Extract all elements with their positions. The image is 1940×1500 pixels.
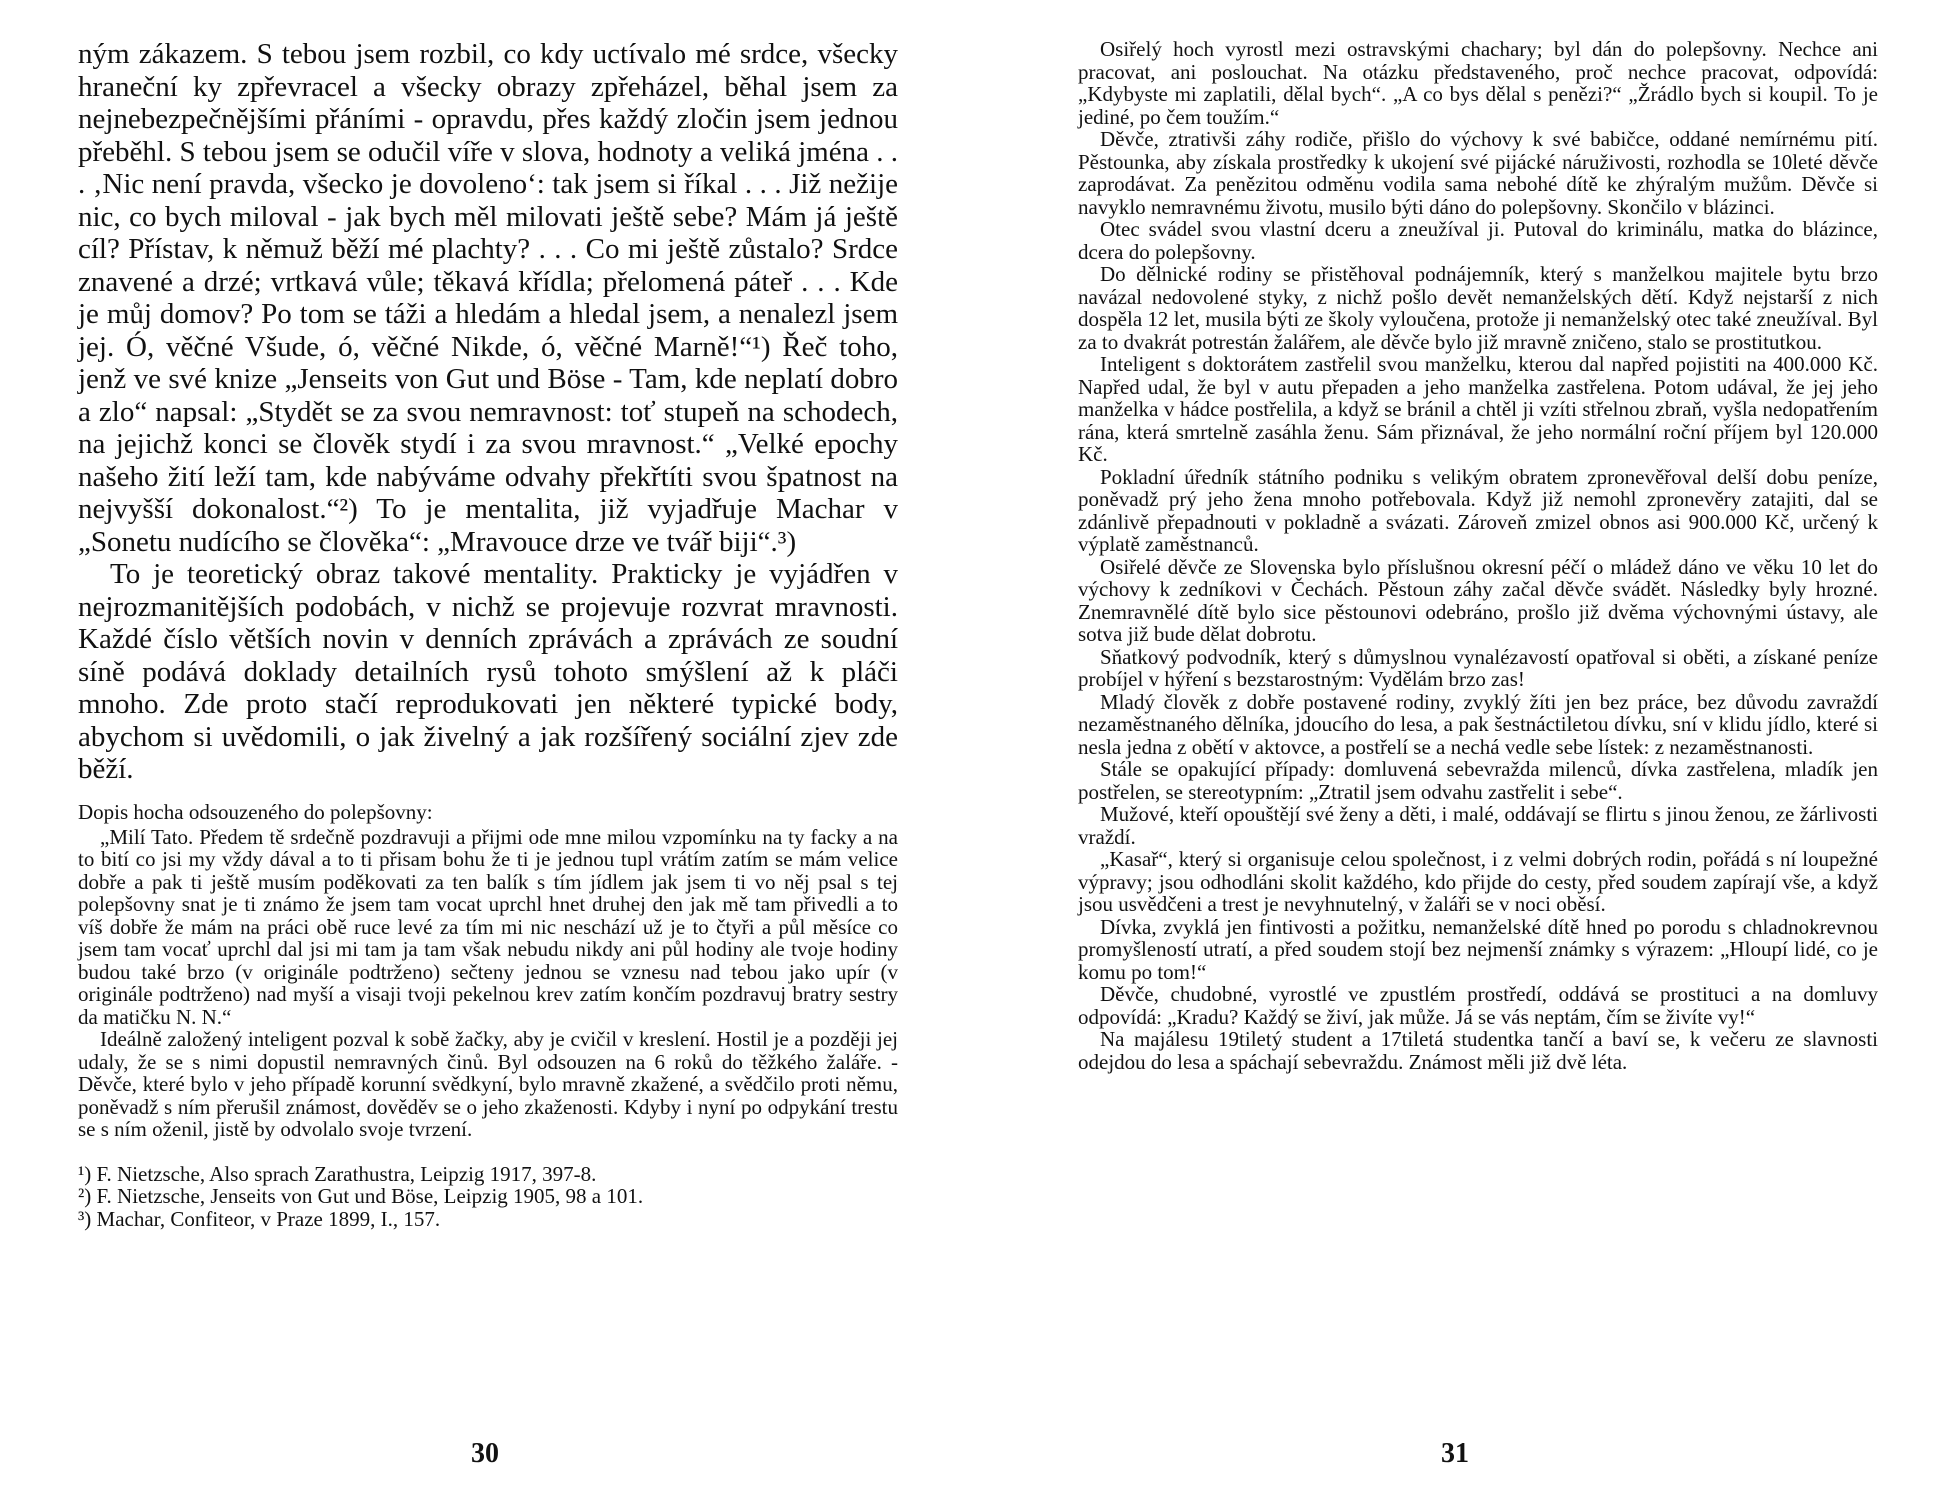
- page-number-right: 31: [1441, 1438, 1469, 1469]
- letter-text: „Milí Tato. Předem tě srdečně pozdravuji a přijmi ode mne milou vzpomínku na ty facky a na to bití co jsi my vždy dával a to ti přisam bohu že ti je jednou tupl vrátím zatím se mám velice dobře a pak ti ještě musím poděkovati za ten balík s tím jídlem jak jsem ti vo něj psal s tej polepšovny snat je ti známo že jsem tam vocat uprchl hnet druhej den jak mě tam přivedli a to víš dobře že mám na práci obě ruce levé za tím mi nic neschází už je to čtyři a půl měsíce co jsem tam vocať uprchl dal jsi mi tam ja tam však nebudu nikdy ani půl hodiny ale tvoje hodiny budou také brzo (v originále podtrženo) sečteny jednou se vznesu nad tebou jako upír (v originále podtrženo) nad myší a visaji tvoji pekelnou krev zatím končím pozdravuj bratry sestry da matičku N. N.“: [78, 824, 898, 1029]
- main-paragraph-2: To je teoretický obraz takové mentality. Prakticky je vyjádřen v nejrozmanitějších podobách, v nichž se projevuje rozvrat mravnosti. Každé číslo větších novin v denních zprávách a zprávách ze soudní síně podává doklady detailních rysů tohoto smýšlení až k pláči mnoho. Zde proto stačí reprodukovati jen některé typické body, abychom si uvědomili, o jak živelný a jak rozšířený sociální zjev zde běží.: [78, 558, 898, 785]
- footnote-3: ³) Machar, Confiteor, v Praze 1899, I., 157.: [78, 1206, 441, 1231]
- case-paragraph: Pokladní úředník státního podniku s velikým obratem zpronevěřoval delší dobu peníze, poněvadž prý jeho žena mnoho potřebovala. Když již nemohl zpronevěry zatajiti, dal se zdánlivě přepadnouti v pokladně a svázati. Zároveň zmizel obnos asi 900.000 Kč, určený k výplatě zaměstnanců.: [1078, 464, 1878, 556]
- case-paragraph: Otec svádel svou vlastní dceru a zneužíval ji. Putoval do kriminálu, matka do blázince, dcera do polepšovny.: [1078, 217, 1878, 264]
- right-page: [970, 0, 1940, 1500]
- case-paragraph: Osiřelé děvče ze Slovenska bylo příslušnou okresní péčí o mládež dáno ve věku 10 let do výchovy k zedníkovi v Čechách. Pěstoun záhy začal děvče svádět. Následky byly hrozné. Znemravnělé dítě bylo sice pěstounovi odebráno, prošlo již dvěma výchovnými ústavy, ale sotva již bude dělat dobrotu.: [1078, 554, 1878, 646]
- case-paragraph: „Kasař“, který si organisuje celou společnost, i z velmi dobrých rodin, pořádá s ní loupežné výpravy; jsou odhodláni skolit každého, kdo přijde do cesty, před soudem zapírají vše, a když jsou usvědčeni a trest je nevyhnutelný, v žaláři se v noci oběsí.: [1078, 847, 1878, 916]
- case-paragraph: Sňatkový podvodník, který s důmyslnou vynalézavostí opatřoval si oběti, a získané peníze probíjel v hýření s bezstarostným: Vydělám brzo zas!: [1078, 644, 1878, 691]
- case-paragraph: Mladý člověk z dobře postavené rodiny, zvyklý žíti jen bez práce, bez důvodu zavraždí nezaměstnaného dělníka, jdoucího do lesa, a pak šestnáctiletou dívku, sní v klidu jídlo, které si nesla jedna z obětí v aktovce, a postřelí se a nechá vedle sebe lístek: z nezaměstnanosti.: [1078, 689, 1878, 759]
- footnote-2: ²) F. Nietzsche, Jenseits von Gut und Böse, Leipzig 1905, 98 a 101.: [78, 1184, 644, 1208]
- after-letter-paragraph: Ideálně založený inteligent pozval k sobě žačky, aby je cvičil v kreslení. Hostil je a později jej udaly, že se s nimi dopustil nemravných činů. Byl odsouzen na 6 roků do těžkého žaláře. - Děvče, které bylo v jeho případě korunní svědkyní, bylo mravně zkažené, a svědčilo proti němu, poněvadž s ním přerušil známost, dověděv se o jeho zkaženosti. Kdyby i nyní po odpykání trestu se s ním oženil, jistě by odvolalo svoje tvrzení.: [78, 1027, 898, 1141]
- case-paragraph: Děvče, chudobné, vyrostlé ve zpustlém prostředí, oddává se prostituci a na domluvy odpovídá: „Kradu? Každý se živí, jak může. Já se vás neptám, čím se živíte vy!“: [1078, 982, 1878, 1029]
- footnote-1: ¹) F. Nietzsche, Also sprach Zarathustra, Leipzig 1917, 397-8.: [78, 1161, 597, 1186]
- case-paragraph: Inteligent s doktorátem zastřelil svou manželku, kterou dal napřed pojistiti na 400.000 Kč. Napřed udal, že byl v autu přepaden a jeho manželka zastřelena. Potom udával, že jej jeho manželka v hádce postřelila, a když se bránil a chtěl ji vzíti střelnou zbraň, vyšla nedopatřením rána, která smrtelně zasáhla ženu. Sám přiznával, že jeho normální roční příjem byl 120.000 Kč.: [1078, 352, 1878, 466]
- case-paragraph: Dívka, zvyklá jen fintivosti a požitku, nemanželské dítě hned po porodu s chladnokrevnou promyšleností utratí, a před soudem stojí bez nejmenší známky s výrazem: „Hloupí lidé, co je komu po tom!“: [1078, 914, 1878, 984]
- right-text-column: [1078, 38, 1878, 1073]
- main-paragraph-1: ným zákazem. S tebou jsem rozbil, co kdy uctívalo mé srdce, všecky hraneční ky zpřevracel a všecky obrazy zpřeházel, běhal jsem za nejnebezpečnějšími přáními - opravdu, přes každý zločin jsem jednou přeběhl. S tebou jsem se odučil víře v slova, hodnoty a veliká jména . . . ‚Nic není pravda, všecko je dovoleno‘: tak jsem si říkal . . . Již nežije nic, co bych miloval - jak bych měl milovati ještě sebe? Mám já ještě cíl? Přístav, k němuž běží mé plachty? . . . Co mi ještě zůstalo? Srdce znavené a drzé; vrtkavá vůle; těkavá křídla; přelomená páteř . . . Kde je můj domov? Po tom se táži a hledám a hledal jsem, a nenalezl jsem jej. Ó, věčné Všude, ó, věčné Nikde, ó, věčné Marně!“¹) Řeč toho, jenž ve své knize „Jenseits von Gut und Böse - Tam, kde neplatí dobro a zlo“ napsal: „Stydět se za svou nemravnost: toť stupeň na schodech, na jejichž konci se člověk stydí i za svou mravnost.“ „Velké epochy našeho žití leží tam, kde nabýváme odvahy překřtíti svou špatnost na nejvyšší dokonalost.“²) To je mentalita, již vyjadřuje Machar v „Sonetu nudícího se člověka“: „Mravouce drze ve tvář biji“.³): [78, 38, 898, 558]
- page-number-left: 30: [471, 1438, 499, 1469]
- case-paragraph: Mužové, kteří opouštějí své ženy a děti, i malé, oddávají se flirtu s jinou ženou, ze žárlivosti vraždí.: [1078, 802, 1878, 849]
- left-text-column: [78, 38, 898, 1230]
- case-paragraph: Na majálesu 19tiletý student a 17tiletá studentka tančí a baví se, k večeru ze slavnosti odejdou do lesa a spáchají sebevraždu. Známost měli již dvě léta.: [1078, 1027, 1878, 1074]
- letter-heading: Dopis hocha odsouzeného do polepšovny:: [78, 799, 433, 824]
- case-paragraph: Do dělnické rodiny se přistěhoval podnájemník, který s manželkou majitele bytu brzo navázal nedovolené styky, z nichž pošlo devět nemanželských dětí. Když nejstarší z nich dospěla 12 let, musila býti ze školy vyloučena, protože ji nemanželský otec také zneužíval. Byl za to dvakrát potrestán žalářem, ale děvče bylo již mravně zničeno, stalo se prostitutkou.: [1078, 262, 1878, 354]
- case-paragraph: Děvče, ztrativši záhy rodiče, přišlo do výchovy k své babičce, oddané nemírnému pití. Pěstounka, aby získala prostředky k ukojení své pijácké náruživosti, rozhodla se 10leté děvče zaprodávat. Za penězitou odměnu vodila sama nebohé dítě ke zhýralým mužům. Děvče si navyklo nemravnému životu, musilo býti dáno do polepšovny. Skončilo v blázinci.: [1078, 127, 1878, 219]
- case-paragraph: Osiřelý hoch vyrostl mezi ostravskými chachary; byl dán do polepšovny. Nechce ani pracovat, ani poslouchat. Na otázku představeného, proč nechce pracovat, odpovídá: „Kdybyste mi zaplatili, dělal bych“. „A co bys dělal s penězi?“ „Žrádlo bych si koupil. To je jediné, po čem toužím.“: [1078, 37, 1878, 129]
- footnotes: [78, 1163, 898, 1231]
- case-paragraph: Stále se opakující případy: domluvená sebevražda milenců, dívka zastřelena, mladík jen postřelen, se stereotypním: „Ztratil jsem odvahu zastřelit i sebe“.: [1078, 757, 1878, 804]
